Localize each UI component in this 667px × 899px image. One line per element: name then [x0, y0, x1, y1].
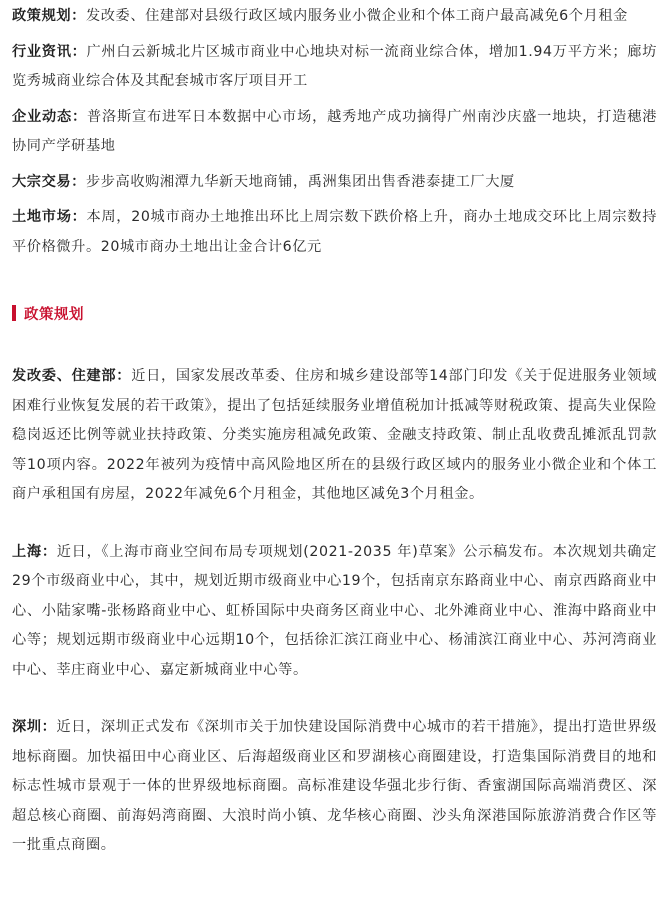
detail-label: 发改委、住建部： [12, 368, 132, 384]
summary-industry [12, 38, 657, 97]
summary-label: 政策规划： [12, 8, 86, 24]
summary-text: 广州白云新城北片区城市商业中心地块对标一流商业综合体，增加1.94万平方米；廊坊览秀城商业综合体及其配套城市客厅项目开工 [12, 43, 657, 89]
summary-text: 发改委、住建部对县级行政区域内服务业小微企业和个体工商户最高减免6个月租金 [85, 8, 628, 24]
detail-label: 上海： [12, 543, 57, 560]
detail-text: 近日，深圳正式发布《深圳市关于加快建设国际消费中心城市的若干措施》，提出打造世界级地标商圈。加快福田中心商业区、后海超级商业区和罗湖核心商圈建设，打造集国际消费目的地和标志性城市景观于一体的世界级地标商圈。高标准建设华强北步行街、香蜜湖国际高端消费区、深超总核心商圈、前海妈湾商圈、大浪时尚小镇、龙华核心商圈、沙头角深港国际旅游消费合作区等一批重点商圈。 [12, 719, 657, 853]
section-title: 政策规划 [24, 306, 84, 323]
summary-label: 大宗交易： [12, 173, 86, 190]
detail-shanghai [12, 538, 657, 686]
summary-bulk-trade [12, 168, 657, 198]
summary-text: 步步高收购湘潭九华新天地商铺，禹洲集团出售香港泰捷工厂大厦 [85, 173, 515, 190]
summary-text: 本周，20城市商办土地推出环比上周宗数下跌价格上升，商办土地成交环比上周宗数持平价格微升。20城市商办土地出让金合计6亿元 [12, 209, 657, 255]
summary-label: 行业资讯： [12, 43, 87, 60]
summary-enterprise [12, 103, 657, 162]
detail-text: 近日，《上海市商业空间布局专项规划(2021-2035 年)草案》公示稿发布。本次规划共确定29个市级商业中心，其中，规划近期市级商业中心19个，包括南京东路商业中心、南京西路商业中心、小陆家嘴-张杨路商业中心、虹桥国际中央商务区商业中心、北外滩商业中心、淮海中路商业中心等；规划远期市级商业中心远期10个，包括徐汇滨江商业中心、杨浦滨江商业中心、苏河湾商业中心、莘庄商业中心、嘉定新城商业中心等。 [12, 543, 657, 678]
section-heading [12, 304, 657, 322]
summary-policy [12, 2, 657, 32]
summary-label: 土地市场： [12, 209, 87, 225]
detail-label: 深圳： [12, 719, 57, 735]
summary-label: 企业动态： [12, 108, 88, 125]
detail-text: 近日，国家发展改革委、住房和城乡建设部等14部门印发《关于促进服务业领域困难行业恢复发展的若干政策》，提出了包括延续服务业增值税加计抵减等财税政策、提高失业保险稳岗返还比例等就业扶持政策、分类实施房租减免政策、金融支持政策、制止乱收费乱摊派乱罚款等10项内容。2022年被列为疫情中高风险地区所在的县级行政区域内的服务业小微企业和个体工商户承租国有房屋，2022年减免6个月租金，其他地区减免3个月租金。 [12, 368, 657, 502]
summary-text: 普洛斯宣布进军日本数据中心市场，越秀地产成功摘得广州南沙庆盛一地块，打造穗港协同产学研基地 [12, 108, 657, 154]
summary-block [12, 0, 657, 262]
section-accent-bar [12, 305, 16, 321]
detail-ndrc [12, 362, 657, 510]
detail-shenzhen [12, 713, 657, 861]
summary-land-market [12, 203, 657, 262]
